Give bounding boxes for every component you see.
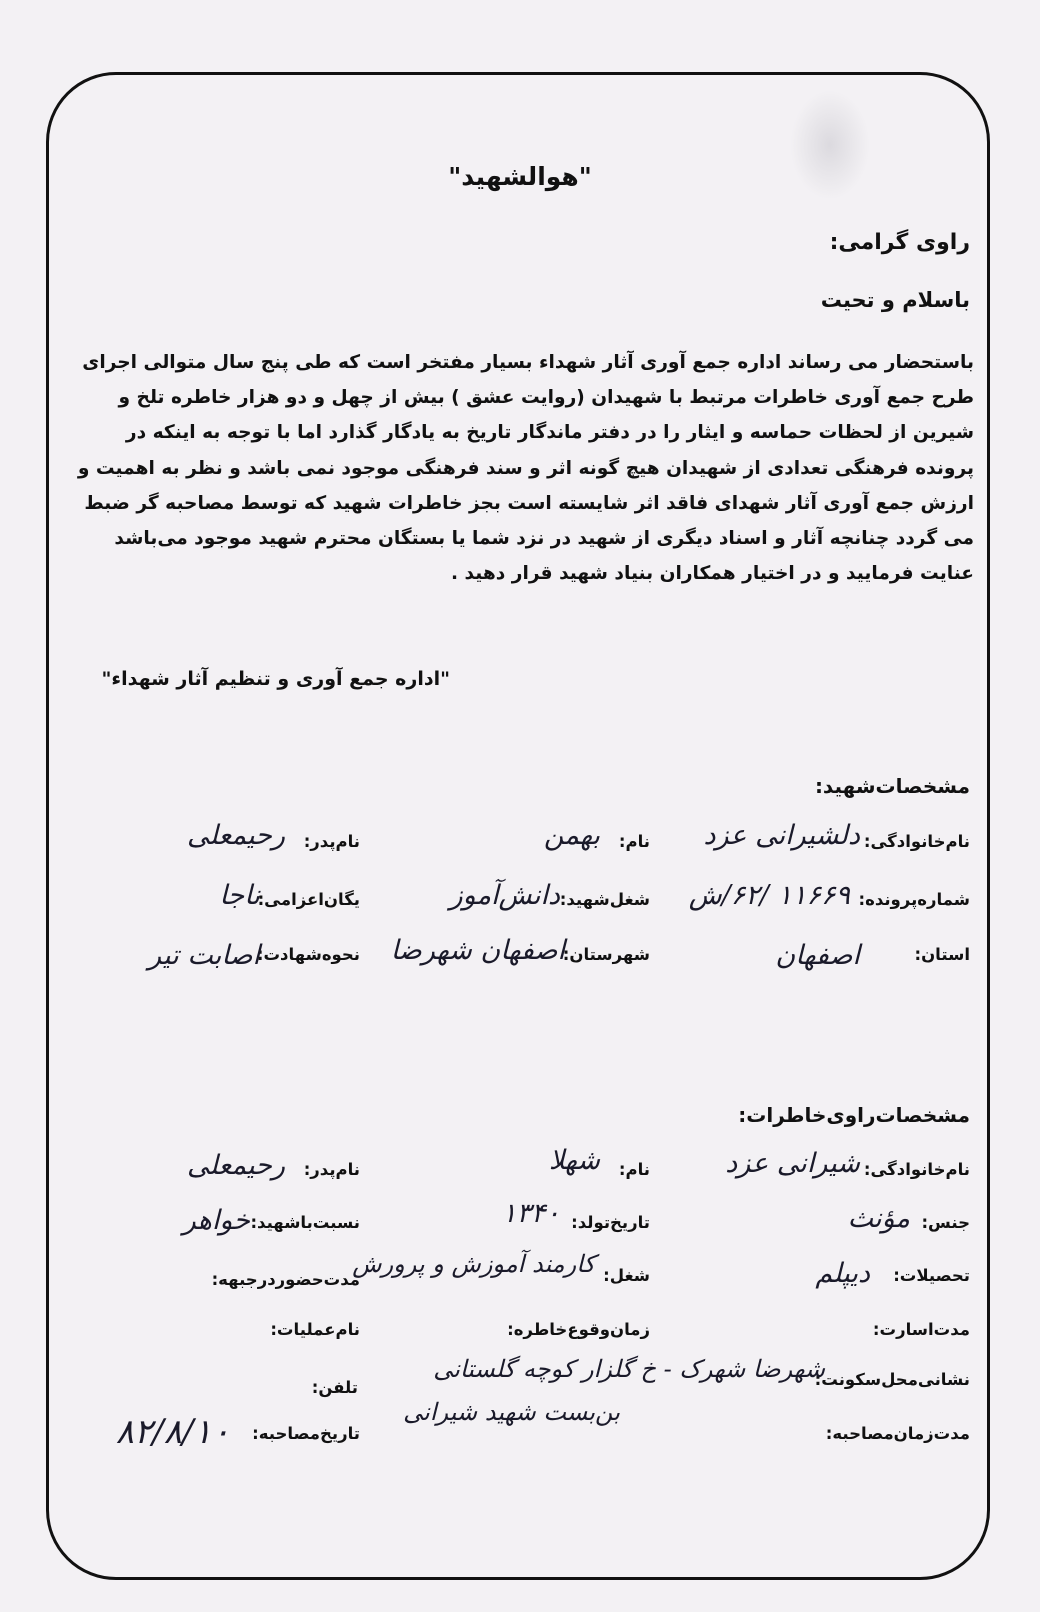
body-line: طرح جمع آوری خاطرات مرتبط با شهیدان (روایت عشق ) بیش از چهل و دو هزار خاطره تلخ و (118, 387, 974, 409)
letter-body (68, 345, 974, 591)
martyr-name-value: بهمن (543, 820, 600, 851)
martyr-file-value: ۱۱۶۶۹ /۶۲/ش (688, 880, 850, 911)
narrator-father-value: رحیمعلی (187, 1150, 285, 1181)
narrator-gender-value: مؤنث (847, 1203, 910, 1234)
narrator-gender-label: جنس: (921, 1213, 970, 1232)
narrator-memory-time-label: زمان‌وقوع‌خاطره: (507, 1320, 650, 1339)
narrator-address-label: نشانی‌محل‌سکونت: (814, 1370, 970, 1389)
office-signature: "اداره جمع آوری و تنظیم آثار شهداء" (101, 668, 450, 690)
martyr-province-label: استان: (914, 945, 970, 964)
martyr-name-label: نام: (618, 832, 650, 851)
martyr-manner-value: اصابت تیر (148, 940, 260, 971)
narrator-job-value: کارمند آموزش و پرورش (352, 1250, 595, 1278)
narrator-captivity-label: مدت‌اسارت: (872, 1320, 970, 1339)
martyr-father-label: نام‌پدر: (303, 832, 360, 851)
narrator-address-value-2: بن‌بست شهید شیرانی (403, 1398, 620, 1426)
martyr-section-heading: مشخصات‌شهید: (814, 774, 970, 798)
salutation: باسلام و تحیت (820, 288, 970, 312)
martyr-job-value: دانش‌آموز (449, 880, 560, 911)
narrator-phone-label: تلفن: (311, 1378, 358, 1397)
body-line: عنایت فرمایید و در اختیار همکاران بنیاد شهید قرار دهید . (451, 563, 974, 585)
narrator-birth-value: ۱۳۴۰ (501, 1198, 560, 1229)
martyr-family-value: دلشیرانی عزد (703, 820, 860, 851)
narrator-date-value: ۸۲/۸/۱۰ (115, 1412, 230, 1452)
narrator-birth-label: تاریخ‌تولد: (571, 1213, 650, 1232)
martyr-father-value: رحیمعلی (187, 820, 285, 851)
martyr-manner-label: نحوه‌شهادت: (256, 945, 360, 964)
martyr-city-value: اصفهان شهرضا (390, 935, 565, 966)
narrator-section-heading: مشخصات‌راوی‌خاطرات: (738, 1103, 970, 1127)
narrator-name-label: نام: (618, 1160, 650, 1179)
martyr-job-label: شغل‌شهید: (559, 890, 650, 909)
narrator-father-label: نام‌پدر: (303, 1160, 360, 1179)
narrator-education-value: دیپلم (815, 1258, 870, 1289)
body-line: باستحضار می رساند اداره جمع آوری آثار شهداء بسیار مفتخر است که طی پنج سال متوالی اجرای (82, 352, 974, 373)
narrator-education-label: تحصیلات: (893, 1266, 970, 1285)
body-line: ارزش جمع آوری آثار شهدای فاقد اثر شایسته است بجز خاطرات شهید که توسط مصاحبه گر ضبط (84, 492, 974, 514)
greeting: راوی گرامی: (829, 230, 970, 255)
narrator-name-value: شهلا (548, 1145, 600, 1176)
narrator-date-label: تاریخ‌مصاحبه: (252, 1424, 360, 1443)
martyr-file-label: شماره‌پرونده: (858, 890, 970, 909)
narrator-job-label: شغل: (603, 1266, 650, 1285)
martyr-family-label: نام‌خانوادگی: (863, 832, 970, 851)
narrator-front-label: مدت‌حضوردرجبهه: (211, 1270, 360, 1289)
body-line: شیرین از لحظات حماسه و ایثار را در دفتر ماندگار تاریخ به یادگار گذارد اما با توجه به اینکه در (125, 422, 974, 444)
narrator-operation-label: نام‌عملیات: (270, 1320, 360, 1339)
narrator-address-value-1: شهرضا شهرک - خ گلزار کوچه گلستانی (433, 1355, 825, 1383)
narrator-family-value: شیرانی عزد (725, 1148, 860, 1179)
narrator-duration-label: مدت‌زمان‌مصاحبه: (825, 1424, 970, 1443)
narrator-relation-label: نسبت‌باشهید: (250, 1213, 360, 1232)
narrator-family-label: نام‌خانوادگی: (863, 1160, 970, 1179)
martyr-unit-label: یگان‌اعزامی: (257, 890, 360, 909)
martyr-unit-value: ناجا (219, 880, 260, 911)
martyr-province-value: اصفهان (775, 940, 860, 971)
martyr-city-label: شهرستان: (562, 945, 650, 964)
narrator-relation-value: خواهر (182, 1205, 250, 1236)
body-line: پرونده فرهنگی تعدادی از شهیدان هیچ گونه اثر و سند فرهنگی موجود نمی باشد و نظر به اهمیت و (77, 457, 974, 479)
page-title: "هوالشهید" (448, 162, 592, 191)
body-line: می گردد چنانچه آثار و اسناد دیگری از شهید در نزد شما یا بستگان محترم شهید موجود می‌باشد (114, 528, 974, 550)
